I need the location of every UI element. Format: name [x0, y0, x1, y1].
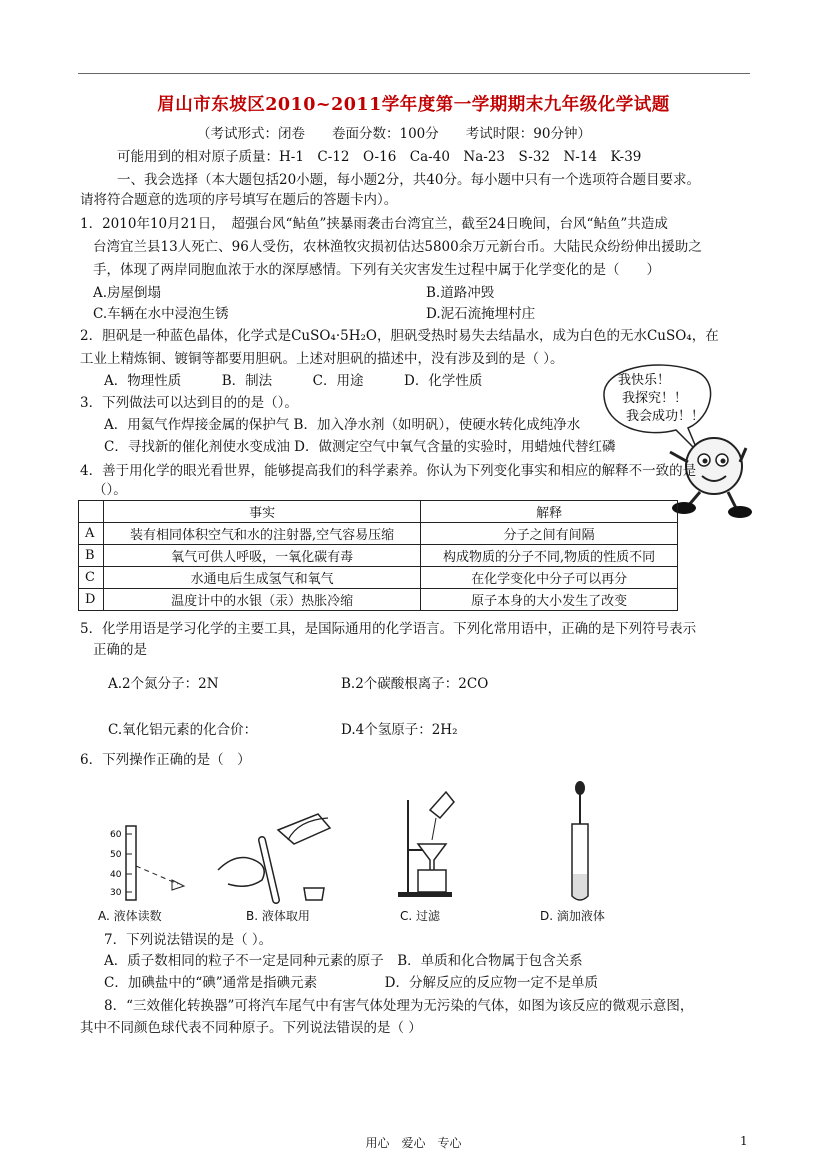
q5-option-a: A.2个氮分子：2N — [108, 676, 219, 692]
row-reason: 在化学变化中分子可以再分 — [421, 567, 678, 589]
scale-label: 40 — [110, 870, 122, 880]
q8-stem-line: 其中不同颜色球代表不同种原子。下列说法错误的是（ ） — [80, 1020, 422, 1036]
q3-options-cd: C．寻找新的催化剂使水变成油 D．做测定空气中氧气含量的实验时，用蜡烛代替红磷 — [104, 439, 616, 455]
row-reason: 原子本身的大小发生了改变 — [421, 589, 678, 611]
q1-option-b: B.道路冲毁 — [426, 285, 495, 301]
q7-stem: 7．下列说法错误的是（ ）。 — [104, 932, 273, 948]
q1-stem-line: 手，体现了两岸同胞血浓于水的深厚感情。下列有关灾害发生过程中属于化学变化的是（ ） — [93, 262, 660, 278]
row-fact: 温度计中的水银（汞）热胀冷缩 — [104, 589, 421, 611]
row-key: A — [79, 523, 104, 545]
section-heading: 一、我会选择（本大题包括20小题，每小题2分，共40分。每小题中只有一个选项符合题目要求。 — [117, 172, 700, 188]
q5-stem-line: 正确的是 — [93, 642, 147, 658]
figure-liquid-reading — [100, 826, 200, 906]
row-fact: 氧气可供人呼吸，一氧化碳有毒 — [104, 545, 421, 567]
row-key: B — [79, 545, 104, 567]
q8-stem-line: 8．“三效催化转换器”可将汽车尾气中有害气体处理为无污染的气体，如图为该反应的微观示意图， — [104, 998, 694, 1014]
q1-option-d: D.泥石流掩埋村庄 — [426, 306, 536, 322]
figure-filtration — [396, 790, 476, 900]
footer-motto: 用心 爱心 专心 — [365, 1136, 462, 1150]
table-row — [79, 545, 678, 567]
caption-d: D. 滴加液体 — [540, 909, 605, 923]
q2-options: A．物理性质 B．制法 C．用途 D．化学性质 — [104, 373, 483, 389]
q1-option-c: C.车辆在水中浸泡生锈 — [93, 306, 229, 322]
q5-option-d: D.4个氢原子：2H₂ — [341, 722, 458, 738]
row-fact: 装有相同体积空气和水的注射器,空气容易压缩 — [104, 523, 421, 545]
q5-option-c: C.氧化铝元素的化合价： — [108, 722, 258, 738]
figure-liquid-taking — [218, 810, 348, 910]
q1-option-a: A.房屋倒塌 — [93, 285, 162, 301]
header-rule — [78, 73, 750, 74]
section-instruction: 请将符合题意的选项的序号填写在题后的答题卡内）。 — [80, 192, 398, 208]
table-row — [79, 567, 678, 589]
row-reason: 分子之间有间隔 — [421, 523, 678, 545]
q4-stem-line: （）。 — [93, 482, 127, 498]
q1-stem-line: 台湾宜兰县13人死亡、96人受伤，农林渔牧灾损初估达5800余万元新台币。大陆民众纷纷伸出援助之 — [93, 239, 702, 255]
mascot-text-3: 我会成功！！ — [626, 409, 705, 424]
caption-b: B. 液体取用 — [246, 909, 310, 923]
q2-stem-line: 2．胆矾是一种蓝色晶体，化学式是CuSO₄·5H₂O，胆矾受热时易失去结晶水，成为白色的无水CuSO₄，在 — [80, 328, 719, 344]
q3-options-ab: A．用氦气作焊接金属的保护气 B．加入净水剂（如明矾），使硬水转化成纯净水 — [104, 417, 581, 433]
table-header-key — [79, 501, 104, 523]
scale-label: 50 — [110, 850, 122, 860]
q3-stem: 3．下列做法可以达到目的的是（）。 — [80, 395, 298, 411]
mascot-text-2: 我探究！！ — [622, 391, 688, 406]
q7-options-ab: A．质子数相同的粒子不一定是同种元素的原子 B．单质和化合物属于包含关系 — [104, 953, 583, 969]
q6-stem: 6．下列操作正确的是（ ） — [80, 752, 251, 768]
q1-stem-line: 1．2010年10月21日， 超强台风“鲇鱼”挟暴雨袭击台湾宜兰，截至24日晚间，台风“鲇鱼”共造成 — [80, 216, 668, 232]
table-row — [79, 523, 678, 545]
page-title: 眉山市东坡区2010~2011学年度第一学期期末九年级化学试题 — [157, 95, 670, 115]
row-fact: 水通电后生成氢气和氧气 — [104, 567, 421, 589]
exam-info: （考试形式：闭卷 卷面分数：100分 考试时限：90分钟） — [197, 126, 591, 142]
q5-option-b: B.2个碳酸根离子：2CO — [341, 676, 489, 692]
table-header-reason: 解释 — [421, 501, 678, 523]
table-header-row — [79, 501, 678, 523]
figure-dropper — [560, 780, 600, 905]
facts-table — [78, 500, 678, 611]
mascot-text-1: 我快乐！ — [618, 373, 671, 388]
page-number: 1 — [740, 1134, 748, 1148]
caption-c: C. 过滤 — [400, 909, 441, 923]
table-header-fact: 事实 — [104, 501, 421, 523]
q2-stem-line: 工业上精炼铜、镀铜等都要用胆矾。上述对胆矾的描述中，没有涉及到的是（ ）。 — [80, 351, 564, 367]
atomic-masses: 可能用到的相对原子质量：H-1 C-12 O-16 Ca-40 Na-23 S-32 N-14 K-39 — [117, 149, 642, 165]
table-row — [79, 589, 678, 611]
scale-label: 30 — [110, 888, 122, 898]
q7-options-cd: C．加碘盐中的“碘”通常是指碘元素 D．分解反应的反应物一定不是单质 — [104, 975, 598, 991]
row-key: D — [79, 589, 104, 611]
q4-stem-line: 4．善于用化学的眼光看世界，能够提高我们的科学素养。你认为下列变化事实和相应的解释不一致的是 — [80, 463, 697, 479]
scale-label: 60 — [110, 830, 122, 840]
row-reason: 构成物质的分子不同,物质的性质不同 — [421, 545, 678, 567]
row-key: C — [79, 567, 104, 589]
q5-stem-line: 5．化学用语是学习化学的主要工具，是国际通用的化学语言。下列化常用语中，正确的是下列符号表示 — [80, 621, 697, 637]
caption-a: A. 液体读数 — [98, 909, 162, 923]
